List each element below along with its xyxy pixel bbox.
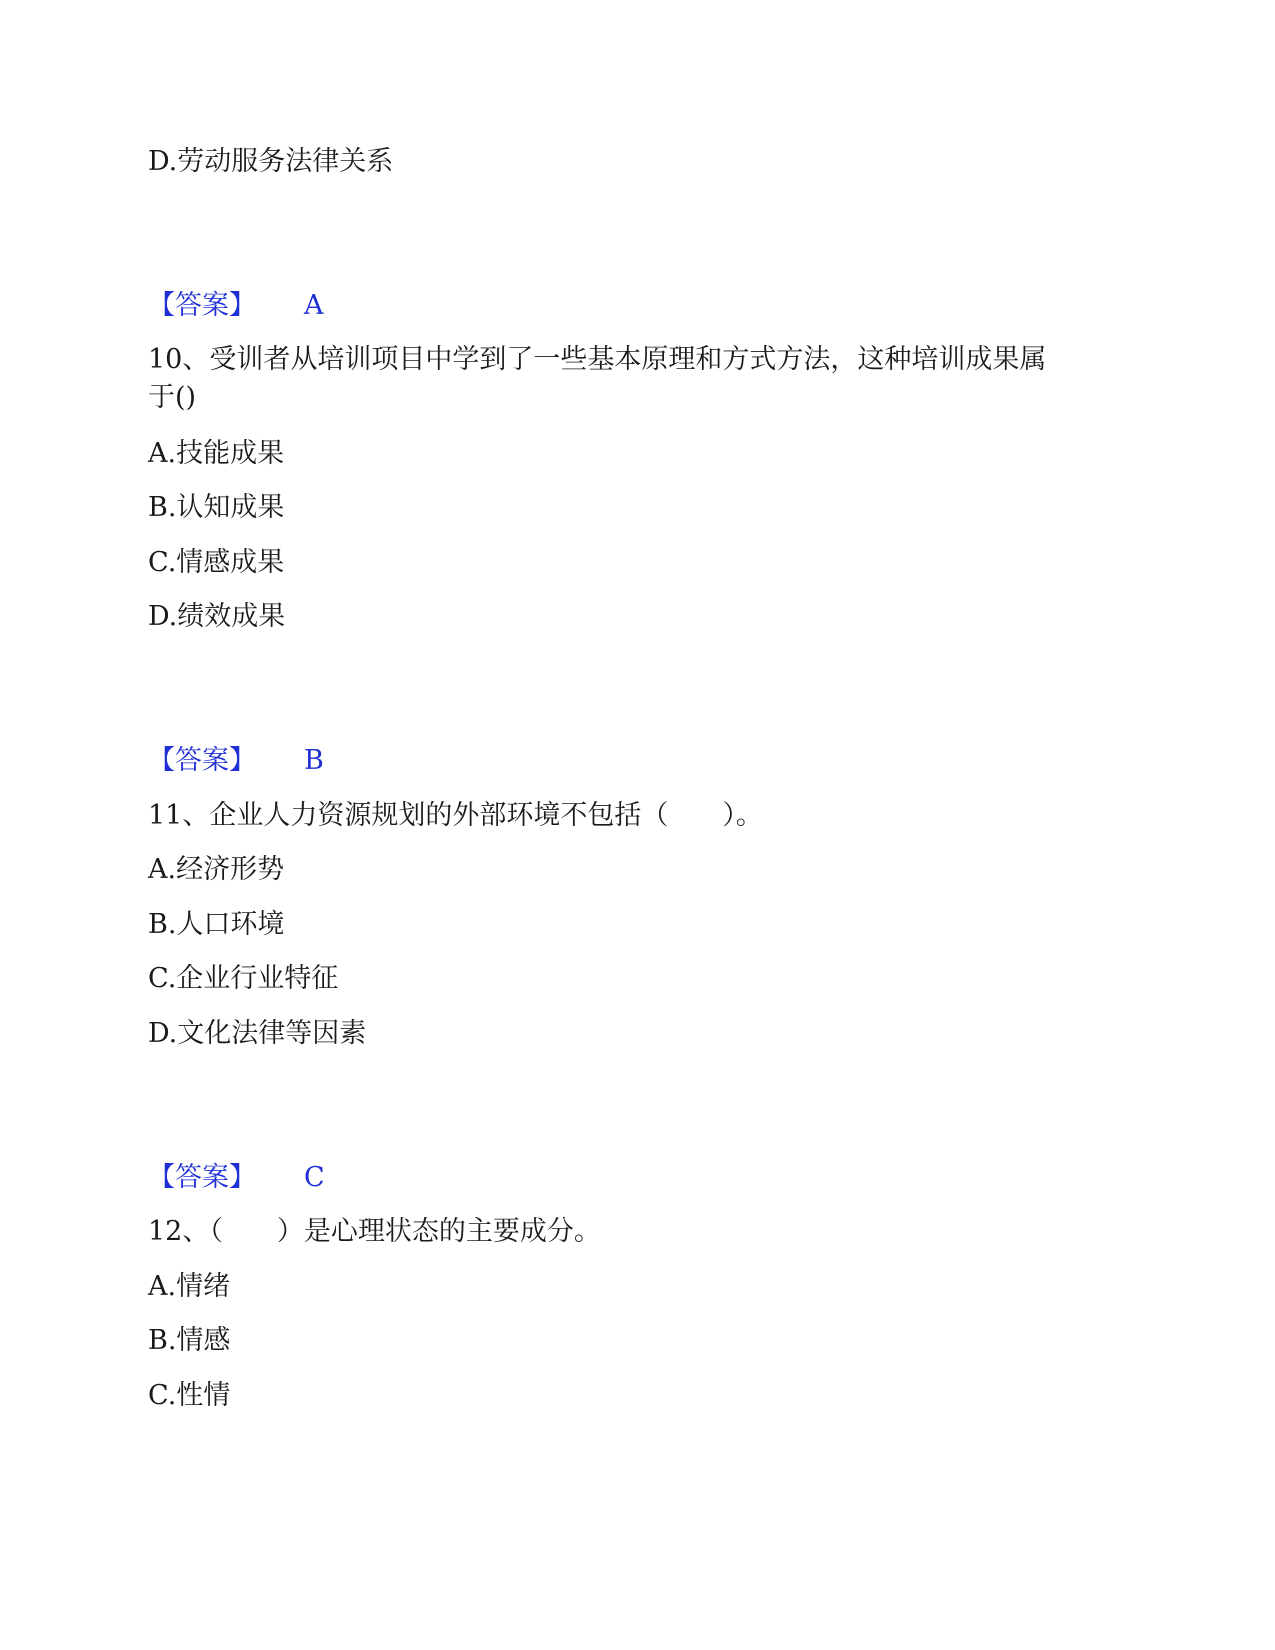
- q10-question-line2: 于(): [148, 382, 197, 413]
- answer-letter: C: [304, 1162, 325, 1193]
- answer-letter: B: [304, 745, 324, 776]
- q10-answer: [148, 742, 324, 780]
- answer-letter: A: [304, 290, 324, 321]
- q10-option-d: D.绩效成果: [148, 601, 286, 632]
- q12-option-c: C.性情: [148, 1380, 231, 1411]
- q11-option-a: A.经济形势: [148, 854, 285, 885]
- q9-answer: [148, 287, 324, 325]
- q11-option-b: B.人口环境: [148, 909, 285, 940]
- answer-label: 【答案】: [148, 290, 256, 321]
- q12-question: 12、（ ）是心理状态的主要成分。: [148, 1216, 601, 1247]
- q9-option-d: D.劳动服务法律关系: [148, 146, 394, 177]
- q12-option-a: A.情绪: [148, 1271, 231, 1302]
- q12-option-b: B.情感: [148, 1325, 231, 1356]
- q10-option-c: C.情感成果: [148, 547, 285, 578]
- answer-label: 【答案】: [148, 1162, 256, 1193]
- q11-answer: [148, 1159, 325, 1197]
- q10-option-a: A.技能成果: [148, 438, 285, 469]
- q11-question: 11、企业人力资源规划的外部环境不包括（ ）。: [148, 800, 763, 831]
- answer-label: 【答案】: [148, 745, 256, 776]
- q10-option-b: B.认知成果: [148, 492, 285, 523]
- q11-option-d: D.文化法律等因素: [148, 1018, 367, 1049]
- q10-question-line1: 10、受训者从培训项目中学到了一些基本原理和方式方法，这种培训成果属: [148, 344, 1047, 375]
- q11-option-c: C.企业行业特征: [148, 963, 339, 994]
